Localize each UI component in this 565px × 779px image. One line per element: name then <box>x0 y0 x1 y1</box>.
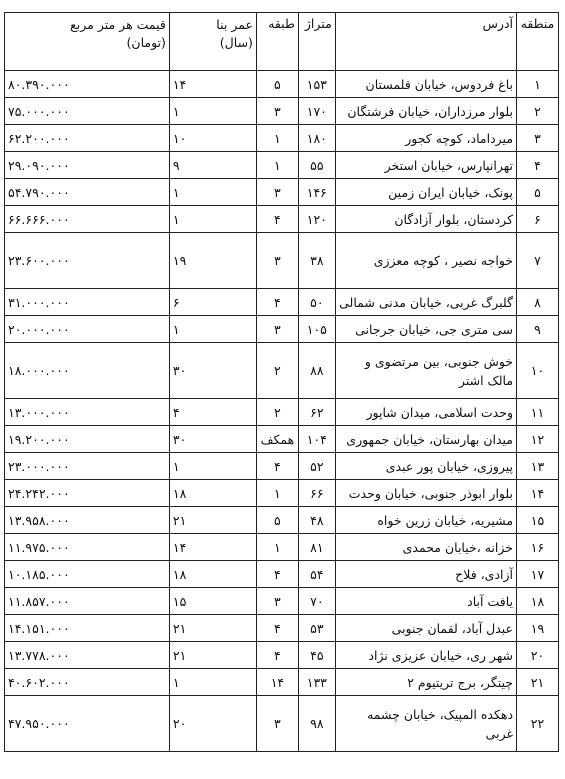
cell-area: ۳۸ <box>298 233 335 289</box>
cell-area: ۶۲ <box>298 399 335 426</box>
table-row <box>5 98 559 125</box>
table-row <box>5 426 559 453</box>
cell-floor: ۴ <box>256 453 298 480</box>
cell-area: ۵۰ <box>298 289 335 316</box>
table-row <box>5 642 559 669</box>
table-row <box>5 696 559 752</box>
price-table-container <box>4 12 559 752</box>
cell-price: ۴۷.۹۵۰.۰۰۰ <box>5 696 170 752</box>
cell-age: ۱ <box>169 453 256 480</box>
table-row <box>5 561 559 588</box>
cell-floor: ۳ <box>256 179 298 206</box>
cell-price: ۸۰.۳۹۰.۰۰۰ <box>5 71 170 98</box>
cell-region: ۲۲ <box>517 696 559 752</box>
cell-price: ۲۳.۰۰۰.۰۰۰ <box>5 453 170 480</box>
cell-price: ۱۴.۱۵۱.۰۰۰ <box>5 615 170 642</box>
cell-address: شهر ری، خیابان عزیزی نژاد <box>335 642 516 669</box>
table-body <box>5 71 559 752</box>
cell-address: سی متری جی، خیابان جرجانی <box>335 316 516 343</box>
cell-region: ۱۷ <box>517 561 559 588</box>
cell-age: ۲۱ <box>169 642 256 669</box>
cell-region: ۱۸ <box>517 588 559 615</box>
cell-floor: ۱۴ <box>256 669 298 696</box>
header-area: متراژ <box>298 13 335 71</box>
cell-age: ۴ <box>169 399 256 426</box>
cell-region: ۱۹ <box>517 615 559 642</box>
cell-floor: ۱ <box>256 125 298 152</box>
cell-address: میرداماد، کوچه کجور <box>335 125 516 152</box>
cell-address: گلبرگ غربی، خیابان مدنی شمالی <box>335 289 516 316</box>
cell-floor: همکف <box>256 426 298 453</box>
cell-region: ۳ <box>517 125 559 152</box>
cell-region: ۱۳ <box>517 453 559 480</box>
header-price-line2: (تومان) <box>126 35 166 50</box>
cell-area: ۵۴ <box>298 561 335 588</box>
cell-price: ۱۳.۰۰۰.۰۰۰ <box>5 399 170 426</box>
cell-address: وحدت اسلامی، میدان شاپور <box>335 399 516 426</box>
cell-address: تهرانپارس، خیابان استخر <box>335 152 516 179</box>
cell-area: ۸۱ <box>298 534 335 561</box>
cell-address: مشیریه، خیابان زرین خواه <box>335 507 516 534</box>
cell-age: ۱۴ <box>169 71 256 98</box>
cell-age: ۱۸ <box>169 561 256 588</box>
table-row <box>5 233 559 289</box>
cell-price: ۱۰.۱۸۵.۰۰۰ <box>5 561 170 588</box>
cell-price: ۱۱.۹۷۵.۰۰۰ <box>5 534 170 561</box>
cell-address: آزادی، فلاح <box>335 561 516 588</box>
cell-area: ۶۶ <box>298 480 335 507</box>
cell-address: خواجه نصیر ، کوچه معززی <box>335 233 516 289</box>
table-row <box>5 669 559 696</box>
cell-region: ۶ <box>517 206 559 233</box>
cell-floor: ۴ <box>256 206 298 233</box>
cell-region: ۲۰ <box>517 642 559 669</box>
header-age-line1: عمر بنا <box>216 17 253 32</box>
cell-address: کردستان، بلوار آزادگان <box>335 206 516 233</box>
cell-floor: ۲ <box>256 343 298 399</box>
cell-address: یافت آباد <box>335 588 516 615</box>
cell-region: ۵ <box>517 179 559 206</box>
header-price-line1: قیمت هر متر مربع <box>70 17 166 32</box>
cell-floor: ۳ <box>256 588 298 615</box>
cell-floor: ۴ <box>256 561 298 588</box>
cell-region: ۱۱ <box>517 399 559 426</box>
cell-address: پونک، خیابان ایران زمین <box>335 179 516 206</box>
cell-floor: ۴ <box>256 289 298 316</box>
header-age-line2: (سال) <box>219 35 253 50</box>
table-row <box>5 399 559 426</box>
cell-price: ۱۹.۲۰۰.۰۰۰ <box>5 426 170 453</box>
cell-age: ۱ <box>169 316 256 343</box>
cell-floor: ۳ <box>256 98 298 125</box>
table-row <box>5 179 559 206</box>
cell-area: ۸۸ <box>298 343 335 399</box>
cell-age: ۱ <box>169 179 256 206</box>
cell-area: ۹۸ <box>298 696 335 752</box>
cell-area: ۱۴۶ <box>298 179 335 206</box>
cell-price: ۲۰.۰۰۰.۰۰۰ <box>5 316 170 343</box>
cell-floor: ۳ <box>256 316 298 343</box>
cell-price: ۲۹.۰۹۰.۰۰۰ <box>5 152 170 179</box>
cell-price: ۳۱.۰۰۰.۰۰۰ <box>5 289 170 316</box>
cell-price: ۶۶.۶۶۶.۰۰۰ <box>5 206 170 233</box>
cell-floor: ۳ <box>256 233 298 289</box>
header-price <box>5 13 170 71</box>
cell-floor: ۱ <box>256 480 298 507</box>
cell-address: بلوار ابوذر جنوبی، خیابان وحدت <box>335 480 516 507</box>
cell-price: ۴۰.۶۰۲.۰۰۰ <box>5 669 170 696</box>
cell-age: ۱ <box>169 669 256 696</box>
cell-floor: ۳ <box>256 696 298 752</box>
table-row <box>5 534 559 561</box>
cell-address: میدان بهارستان، خیابان جمهوری <box>335 426 516 453</box>
cell-address: عبدل آباد، لقمان جنوبی <box>335 615 516 642</box>
cell-address: دهکده المپیک، خیابان چشمه غربی <box>335 696 516 752</box>
table-row <box>5 316 559 343</box>
cell-region: ۹ <box>517 316 559 343</box>
cell-area: ۱۳۳ <box>298 669 335 696</box>
table-row <box>5 343 559 399</box>
cell-age: ۲۱ <box>169 615 256 642</box>
cell-age: ۱۴ <box>169 534 256 561</box>
cell-age: ۱۸ <box>169 480 256 507</box>
cell-region: ۸ <box>517 289 559 316</box>
cell-price: ۲۳.۶۰۰.۰۰۰ <box>5 233 170 289</box>
cell-floor: ۴ <box>256 615 298 642</box>
cell-age: ۱ <box>169 98 256 125</box>
table-row <box>5 125 559 152</box>
header-region: منطقه <box>517 13 559 71</box>
cell-price: ۱۸.۰۰۰.۰۰۰ <box>5 343 170 399</box>
table-row <box>5 453 559 480</box>
table-row <box>5 206 559 233</box>
cell-area: ۱۲۰ <box>298 206 335 233</box>
table-row <box>5 480 559 507</box>
cell-region: ۱۲ <box>517 426 559 453</box>
cell-region: ۱۵ <box>517 507 559 534</box>
cell-area: ۵۲ <box>298 453 335 480</box>
cell-age: ۲۰ <box>169 696 256 752</box>
header-address: آدرس <box>335 13 516 71</box>
cell-address: پیروزی، خیابان پور عبدی <box>335 453 516 480</box>
table-row <box>5 615 559 642</box>
cell-price: ۱۳.۹۵۸.۰۰۰ <box>5 507 170 534</box>
header-age <box>169 13 256 71</box>
cell-age: ۱ <box>169 206 256 233</box>
cell-address: خزانه ،خیابان محمدی <box>335 534 516 561</box>
cell-age: ۲۱ <box>169 507 256 534</box>
cell-price: ۵۴.۷۹۰.۰۰۰ <box>5 179 170 206</box>
cell-floor: ۱ <box>256 534 298 561</box>
cell-price: ۷۵.۰۰۰.۰۰۰ <box>5 98 170 125</box>
table-row <box>5 507 559 534</box>
cell-age: ۶ <box>169 289 256 316</box>
cell-age: ۱۵ <box>169 588 256 615</box>
cell-floor: ۲ <box>256 399 298 426</box>
cell-price: ۱۱.۸۵۷.۰۰۰ <box>5 588 170 615</box>
cell-region: ۴ <box>517 152 559 179</box>
price-table <box>4 12 559 752</box>
cell-floor: ۴ <box>256 642 298 669</box>
table-row <box>5 152 559 179</box>
cell-area: ۱۰۴ <box>298 426 335 453</box>
cell-area: ۵۵ <box>298 152 335 179</box>
cell-address: چیتگر، برج تریتیوم ۲ <box>335 669 516 696</box>
cell-region: ۲۱ <box>517 669 559 696</box>
cell-floor: ۵ <box>256 507 298 534</box>
cell-region: ۱۰ <box>517 343 559 399</box>
cell-age: ۹ <box>169 152 256 179</box>
table-header-row <box>5 13 559 71</box>
cell-price: ۶۲.۲۰۰.۰۰۰ <box>5 125 170 152</box>
cell-area: ۱۵۳ <box>298 71 335 98</box>
cell-floor: ۱ <box>256 152 298 179</box>
cell-age: ۳۰ <box>169 343 256 399</box>
cell-age: ۱۹ <box>169 233 256 289</box>
header-floor: طبقه <box>256 13 298 71</box>
cell-area: ۴۸ <box>298 507 335 534</box>
table-row <box>5 588 559 615</box>
cell-address: خوش جنوبی، بین مرتضوی و مالک اشتر <box>335 343 516 399</box>
cell-area: ۷۰ <box>298 588 335 615</box>
cell-address: باغ فردوس، خیابان قلمستان <box>335 71 516 98</box>
cell-address: بلوار مرزداران، خیابان فرشتگان <box>335 98 516 125</box>
cell-price: ۱۳.۷۷۸.۰۰۰ <box>5 642 170 669</box>
cell-floor: ۵ <box>256 71 298 98</box>
cell-area: ۱۷۰ <box>298 98 335 125</box>
table-row <box>5 71 559 98</box>
cell-region: ۱۴ <box>517 480 559 507</box>
cell-area: ۵۳ <box>298 615 335 642</box>
cell-age: ۳۰ <box>169 426 256 453</box>
cell-price: ۲۴.۲۴۲.۰۰۰ <box>5 480 170 507</box>
cell-region: ۲ <box>517 98 559 125</box>
table-row <box>5 289 559 316</box>
cell-age: ۱۰ <box>169 125 256 152</box>
cell-area: ۴۵ <box>298 642 335 669</box>
cell-area: ۱۸۰ <box>298 125 335 152</box>
cell-region: ۱ <box>517 71 559 98</box>
cell-area: ۱۰۵ <box>298 316 335 343</box>
cell-region: ۱۶ <box>517 534 559 561</box>
cell-region: ۷ <box>517 233 559 289</box>
